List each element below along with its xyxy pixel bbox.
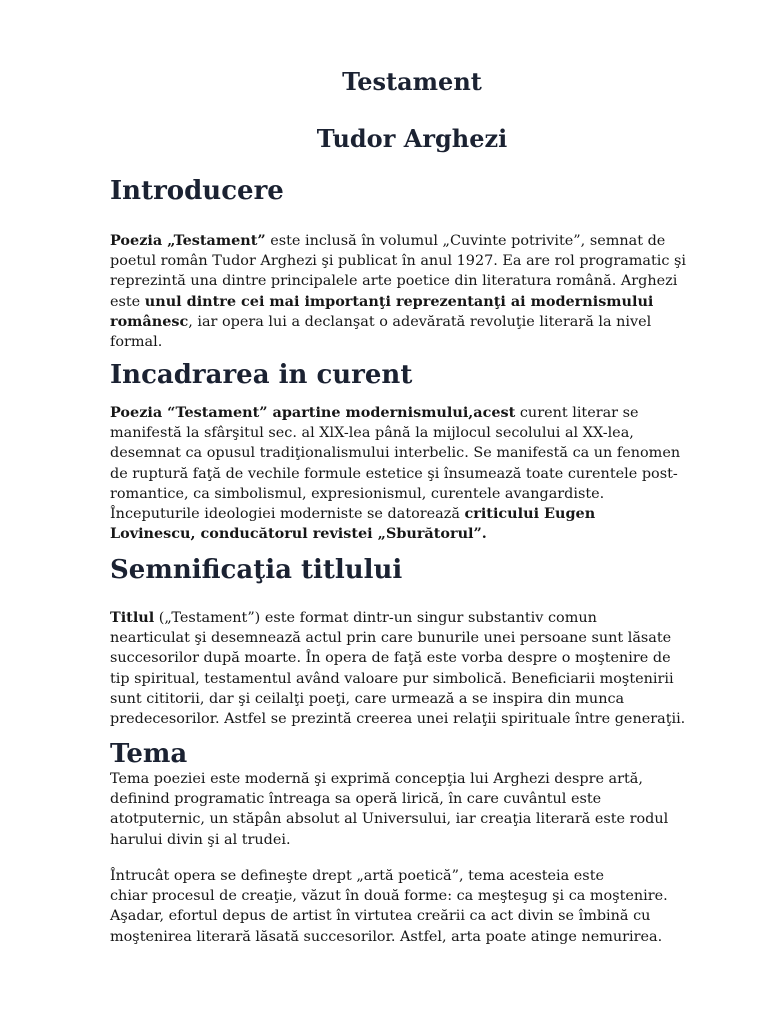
- paragraph-semnificatia: [110, 608, 720, 729]
- text-line: [110, 669, 720, 689]
- text-run: predecesorilor. Astfel se prezintă creerea unei relaţii spirituale între generaţii.: [110, 710, 686, 727]
- text-run: de ruptură faţă de vechile formule estetice şi însumează toate curentele post-: [110, 465, 678, 482]
- text-run: chiar procesul de creaţie, văzut în două forme: ca meşteşug şi ca moştenire.: [110, 888, 668, 905]
- text-line: [110, 524, 720, 544]
- text-line: [110, 608, 720, 628]
- text-run: manifestă la sfârşitul sec. al XlX-lea până la mijlocul secolului al XX-lea,: [110, 425, 634, 442]
- text-line: [110, 789, 720, 809]
- text-line: [110, 866, 720, 886]
- text-run: Tema poeziei este modernă şi exprimă concepţia lui Arghezi despre artă,: [110, 771, 643, 787]
- section-heading-introducere: Introducere: [110, 176, 284, 206]
- paragraph-tema-2: [110, 866, 720, 947]
- text-line: [110, 886, 720, 906]
- text-run: nearticulat şi desemnează actul prin care bunurile unei persoane sunt lăsate: [110, 630, 672, 647]
- bold-text-run: unul dintre cei mai importanţi reprezentanţi ai modernismului: [144, 292, 654, 310]
- paragraph-tema-1: [110, 769, 720, 850]
- text-run: atotputernic, un stăpân absolut al Universului, iar creaţia literară este rodul: [110, 811, 669, 828]
- document-title: Testament: [342, 67, 482, 96]
- text-run: este: [110, 293, 145, 310]
- text-line: [110, 906, 720, 926]
- text-line: [110, 312, 720, 332]
- text-line: [110, 231, 720, 251]
- paragraph-incadrarea: [110, 403, 720, 544]
- text-run: tip spiritual, testamentul având valoare pur simbolică. Beneficiarii moştenirii: [110, 670, 674, 687]
- text-run: Întrucât opera se defineşte drept „artă poetică”, tema acesteia este: [110, 868, 604, 884]
- bold-text-run: Poezia „Testament”: [110, 232, 266, 249]
- text-line: [110, 292, 720, 312]
- text-run: succesorilor după moarte. În opera de faţă este vorba despre o moştenire de: [110, 650, 671, 667]
- text-line: [110, 484, 720, 504]
- text-line: [110, 504, 720, 524]
- paragraph-introducere: [110, 231, 720, 352]
- text-line: [110, 332, 720, 352]
- text-line: [110, 271, 720, 291]
- bold-text-run: criticului Eugen: [464, 504, 596, 522]
- bold-text-run: Lovinescu, conducătorul revistei „Sburătorul”.: [110, 525, 487, 543]
- text-run: , iar opera lui a declanşat o adevărată revoluţie literară la nivel: [188, 313, 652, 330]
- section-heading-incadrarea: Incadrarea in curent: [110, 360, 413, 390]
- bold-text-run: Titlul: [110, 609, 155, 626]
- text-line: [110, 423, 720, 443]
- text-run: poetul român Tudor Arghezi şi publicat în anul 1927. Ea are rol programatic şi: [110, 253, 687, 270]
- text-run: harului divin şi al trudei.: [110, 831, 291, 848]
- bold-text-run: Poezia “Testament” apartine modernismului,acest: [110, 404, 516, 421]
- text-run: desemnat ca opusul tradiţionalismului interbelic. Se manifestă ca un fenomen: [110, 445, 681, 462]
- document-author: Tudor Arghezi: [316, 124, 508, 153]
- text-run: reprezintă una dintre principalele arte poetice din literatura română. Arghezi: [110, 273, 678, 290]
- text-run: curent literar se: [515, 405, 639, 421]
- section-heading-semnificatia: Semnificaţia titlului: [110, 555, 403, 585]
- text-run: formal.: [110, 333, 163, 350]
- text-line: [110, 403, 720, 423]
- text-line: [110, 251, 720, 271]
- text-line: [110, 689, 720, 709]
- text-run: este inclusă în volumul „Cuvinte potrivite”, semnat de: [265, 233, 666, 249]
- section-heading-tema: Tema: [110, 739, 188, 769]
- text-line: [110, 927, 720, 947]
- text-line: [110, 628, 720, 648]
- text-line: [110, 443, 720, 463]
- text-line: [110, 769, 720, 789]
- text-run: romantice, ca simbolismul, expresionismul, curentele avangardiste.: [110, 485, 605, 502]
- text-run: Aşadar, efortul depus de artist în virtutea creării ca act divin se îmbină cu: [110, 908, 651, 925]
- text-run: definind programatic întreaga sa operă lirică, în care cuvântul este: [110, 791, 602, 808]
- text-line: [110, 809, 720, 829]
- bold-text-run: românesc: [110, 312, 189, 330]
- text-run: Începuturile ideologiei moderniste se datorează: [110, 505, 465, 522]
- text-line: [110, 464, 720, 484]
- text-line: [110, 709, 720, 729]
- text-run: moştenirea literară lăsată succesorilor. Astfel, arta poate atinge nemurirea.: [110, 928, 663, 945]
- text-run: („Testament”) este format dintr-un singur substantiv comun: [154, 610, 597, 626]
- text-line: [110, 648, 720, 668]
- text-line: [110, 830, 720, 850]
- text-run: sunt cititorii, dar şi ceilalţi poeţi, care urmează a se inspira din munca: [110, 690, 625, 707]
